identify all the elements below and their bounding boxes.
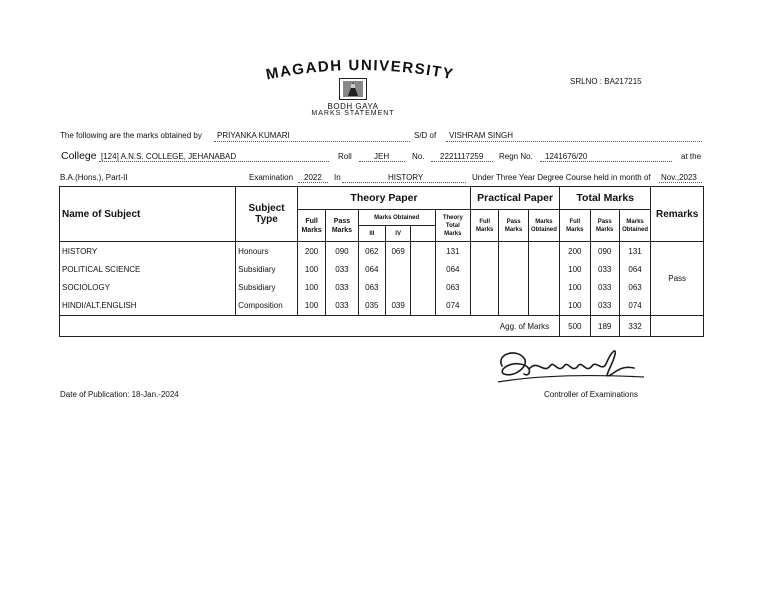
regn-label: Regn No. <box>499 152 533 161</box>
cell-total-obtained: 074 <box>619 297 650 316</box>
roll-number: 2221117259 <box>440 152 484 161</box>
controller-signature <box>494 344 650 386</box>
parent-label: S/D of <box>414 131 437 140</box>
cell-pass: 033 <box>326 297 358 316</box>
regn-number: 1241676/20 <box>545 152 588 161</box>
cell-iv <box>385 279 410 297</box>
header-theory-paper: Theory Paper <box>297 187 470 210</box>
table-row <box>60 297 704 316</box>
exam-year: 2022 <box>304 173 322 182</box>
header-marks-obtained: Marks Obtained <box>358 210 435 226</box>
subject-type: Subsidiary <box>236 279 298 297</box>
cell-pass: 033 <box>326 261 358 279</box>
header-theory-full: Full Marks <box>297 210 325 242</box>
cell-theory-total: 063 <box>435 279 470 297</box>
honours-subject: HISTORY <box>388 173 424 182</box>
cell-full: 100 <box>297 297 325 316</box>
header-total-full: Full Marks <box>560 210 590 242</box>
cell-theory-total: 074 <box>435 297 470 316</box>
header-paper-iii: III <box>358 226 385 242</box>
subject-type: Honours <box>236 242 298 261</box>
number-label: No. <box>412 152 425 161</box>
course-name: B.A.(Hons.), Part-II <box>60 173 128 182</box>
serial-number <box>570 77 642 86</box>
course-note: Under Three Year Degree Course held in month of <box>472 173 651 182</box>
header-remarks: Remarks <box>651 187 704 242</box>
aggregate-full: 500 <box>560 316 590 337</box>
parent-name: VISHRAM SINGH <box>449 131 514 140</box>
statement-title: MARKS STATEMENT <box>311 110 395 117</box>
cell-total-pass: 033 <box>590 279 619 297</box>
header-practical-obtained: Marks Obtained <box>528 210 559 242</box>
header-theory-total: Theory Total Marks <box>435 210 470 242</box>
cell-iii: 064 <box>358 261 385 279</box>
cell-total-full: 100 <box>560 279 590 297</box>
cell-iii: 063 <box>358 279 385 297</box>
cell-iii: 035 <box>358 297 385 316</box>
roll-code: JEH <box>374 152 390 161</box>
publication-value: 18-Jan.-2024 <box>131 390 179 399</box>
cell-theory-total: 131 <box>435 242 470 261</box>
aggregate-obtained: 332 <box>619 316 650 337</box>
college-label: College <box>61 150 97 162</box>
at-the-text: at the <box>681 152 702 161</box>
serial-number-value: BA217215 <box>604 77 642 86</box>
in-label: In <box>334 173 341 182</box>
cell-iv: 039 <box>385 297 410 316</box>
intro-text: The following are the marks obtained by <box>60 131 202 140</box>
subject-type: Composition <box>236 297 298 316</box>
subject-type: Subsidiary <box>236 261 298 279</box>
remarks-status: Pass <box>651 242 704 316</box>
header-practical-full: Full Marks <box>471 210 499 242</box>
serial-number-label: SRLNO : <box>570 77 603 86</box>
subject-name: POLITICAL SCIENCE <box>60 261 236 279</box>
cell-pass: 090 <box>326 242 358 261</box>
controller-title: Controller of Examinations <box>544 390 638 399</box>
subject-name: HISTORY <box>60 242 236 261</box>
aggregate-pass: 189 <box>590 316 619 337</box>
roll-label: Roll <box>338 152 352 161</box>
cell-total-obtained: 064 <box>619 261 650 279</box>
marks-table <box>59 186 704 337</box>
subject-name: HINDI/ALT.ENGLISH <box>60 297 236 316</box>
table-row <box>60 279 704 297</box>
cell-full: 200 <box>297 242 325 261</box>
cell-iv <box>385 261 410 279</box>
publication-date <box>60 390 179 399</box>
cell-total-full: 200 <box>560 242 590 261</box>
svg-text:MAGADH UNIVERSITY: MAGADH UNIVERSITY <box>264 58 456 84</box>
cell-theory-total: 064 <box>435 261 470 279</box>
cell-iii: 062 <box>358 242 385 261</box>
aggregate-row <box>60 316 704 337</box>
cell-total-full: 100 <box>560 261 590 279</box>
header-total-pass: Pass Marks <box>590 210 619 242</box>
cell-total-pass: 033 <box>590 261 619 279</box>
college-name: [124] A.N.S. COLLEGE, JEHANABAD <box>101 152 237 161</box>
aggregate-label: Agg. of Marks <box>60 316 560 337</box>
table-row <box>60 242 704 261</box>
header-practical-pass: Pass Marks <box>499 210 528 242</box>
university-place: BODH GAYA <box>327 102 379 111</box>
header-total-obtained: Marks Obtained <box>619 210 650 242</box>
subject-name: SOCIOLOGY <box>60 279 236 297</box>
university-emblem-icon <box>339 78 367 100</box>
table-row <box>60 261 704 279</box>
cell-full: 100 <box>297 261 325 279</box>
cell-total-full: 100 <box>560 297 590 316</box>
cell-total-pass: 033 <box>590 297 619 316</box>
header-practical-paper: Practical Paper <box>471 187 560 210</box>
cell-full: 100 <box>297 279 325 297</box>
publication-label: Date of Publication: <box>60 390 130 399</box>
held-month: Nov.,2023 <box>661 173 697 182</box>
header-theory-pass: Pass Marks <box>326 210 358 242</box>
exam-label: Examination <box>249 173 294 182</box>
header-subject: Name of Subject <box>60 187 236 242</box>
header-total-marks: Total Marks <box>560 187 651 210</box>
cell-total-obtained: 131 <box>619 242 650 261</box>
header-subject-type: Subject Type <box>236 187 298 242</box>
student-name: PRIYANKA KUMARI <box>217 131 290 140</box>
header-paper-iv: IV <box>385 226 410 242</box>
cell-total-pass: 090 <box>590 242 619 261</box>
cell-iv: 069 <box>385 242 410 261</box>
cell-pass: 033 <box>326 279 358 297</box>
cell-total-obtained: 063 <box>619 279 650 297</box>
